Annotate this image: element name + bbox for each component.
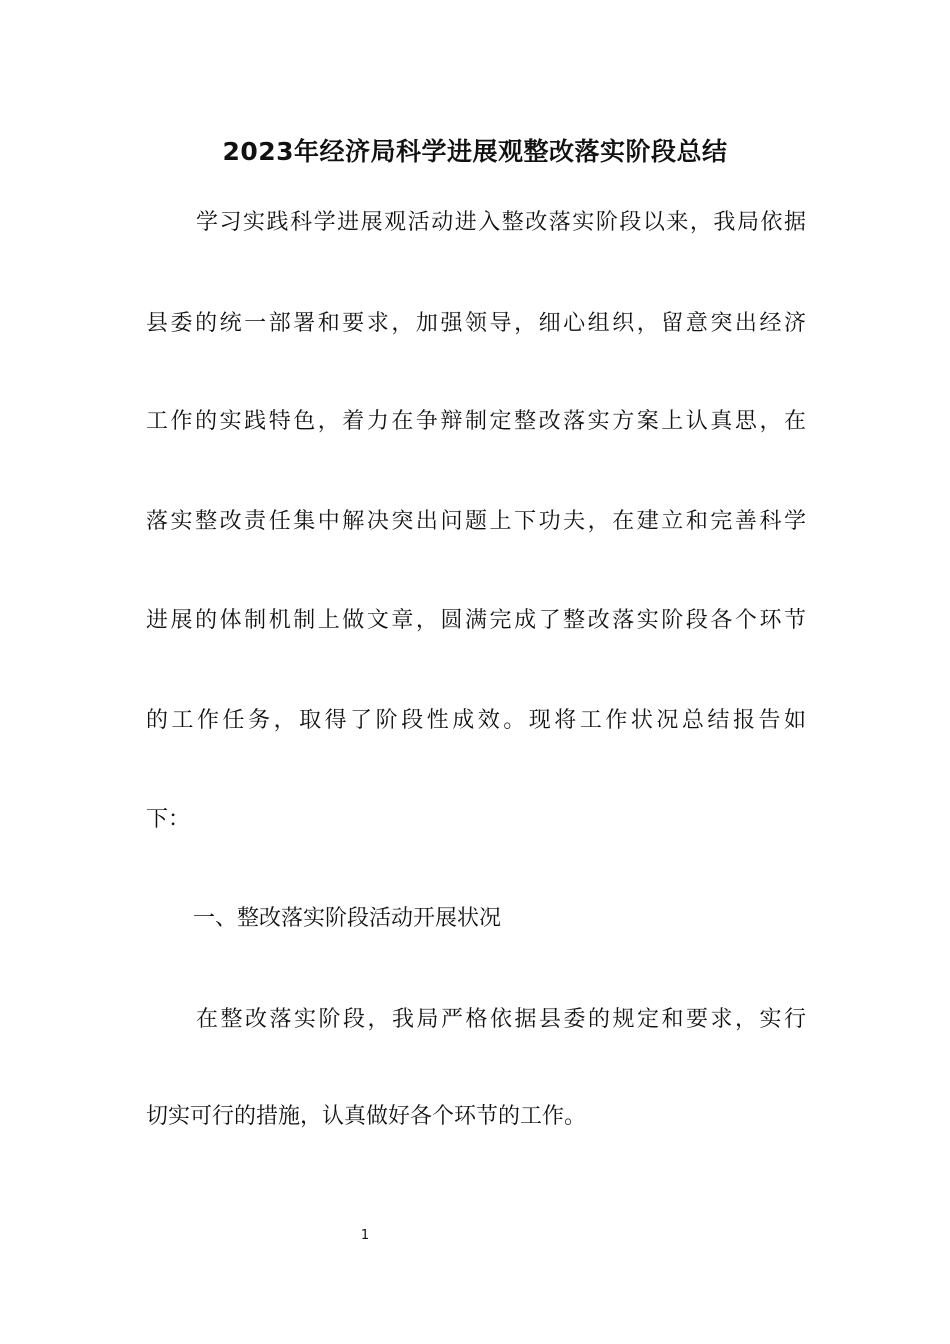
paragraph-2-line-1: 在整改落实阶段，我局严格依据县委的规定和要求，实行: [196, 1007, 806, 1032]
document-title: 2023年经济局科学进展观整改落实阶段总结: [222, 137, 728, 166]
page-number: 1: [360, 1228, 370, 1243]
paragraph-1-line-1: 学习实践科学进展观活动进入整改落实阶段以来，我局依据: [196, 210, 806, 235]
paragraph-2-line-2: 切实可行的措施，认真做好各个环节的工作。: [146, 1104, 587, 1129]
paragraph-1-line-5: 进展的体制机制上做文章，圆满完成了整改落实阶段各个环节: [146, 608, 806, 633]
section-heading: 一、整改落实阶段活动开展状况: [193, 906, 502, 931]
paragraph-1-line-2: 县委的统一部署和要求，加强领导，细心组织，留意突出经济: [146, 311, 806, 336]
paragraph-1-line-7: 下：: [146, 807, 191, 832]
paragraph-1-line-4: 落实整改责任集中解决突出问题上下功夫，在建立和完善科学: [146, 509, 806, 534]
paragraph-1-line-6: 的工作任务，取得了阶段性成效。现将工作状况总结报告如: [146, 708, 806, 733]
paragraph-1-line-3: 工作的实践特色，着力在争辩制定整改落实方案上认真思，在: [146, 409, 806, 434]
